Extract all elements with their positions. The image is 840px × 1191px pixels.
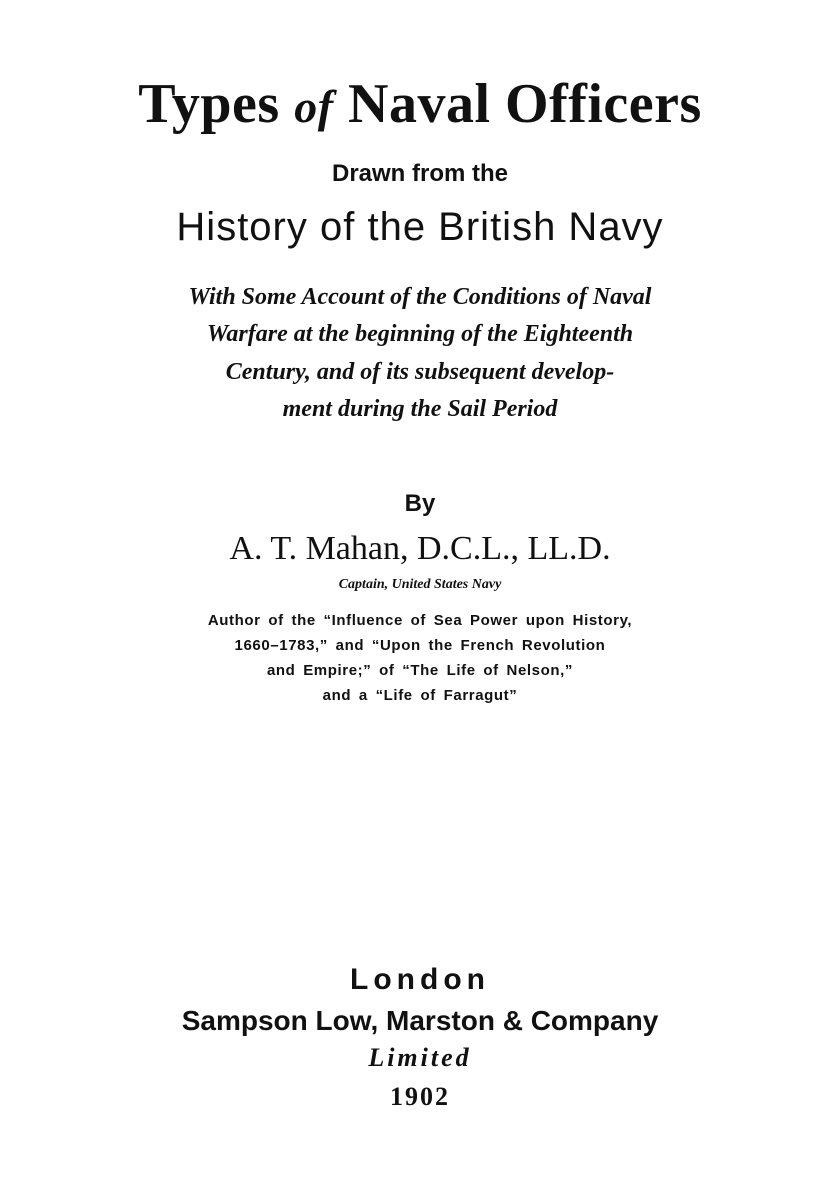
author-name: A. T. Mahan, D.C.L., LL.D. — [229, 530, 611, 567]
works-line-3: and Empire;” of “The Life of Nelson,” — [266, 662, 574, 679]
subtitle-line-2: Warfare at the beginning of the Eighteenth — [206, 321, 634, 347]
works-line-2: 1660–1783,” and “Upon the French Revolution — [234, 637, 606, 654]
works-line-4: and a “Life of Farragut” — [322, 687, 518, 704]
title-part-2: Naval Officers — [333, 73, 702, 135]
imprint-city: London — [350, 963, 490, 996]
history-subtitle: History of the British Navy — [176, 205, 664, 249]
imprint-limited: Limited — [368, 1043, 472, 1072]
imprint-year: 1902 — [390, 1082, 450, 1111]
subtitle-line-4: ment during the Sail Period — [282, 396, 558, 422]
book-title — [0, 72, 840, 136]
author-rank: Captain, United States Navy — [338, 577, 502, 592]
imprint-publisher: Sampson Low, Marston & Company — [181, 1005, 659, 1036]
by-text: By — [404, 490, 436, 517]
title-of: of — [294, 81, 334, 132]
drawn-from-text: Drawn from the — [331, 160, 508, 187]
works-line-1: Author of the “Influence of Sea Power upon History, — [207, 612, 633, 629]
subtitle-line-3: Century, and of its subsequent develop- — [225, 359, 615, 385]
subtitle-line-1: With Some Account of the Conditions of Naval — [188, 284, 652, 310]
title-part-1: Types — [138, 73, 295, 135]
